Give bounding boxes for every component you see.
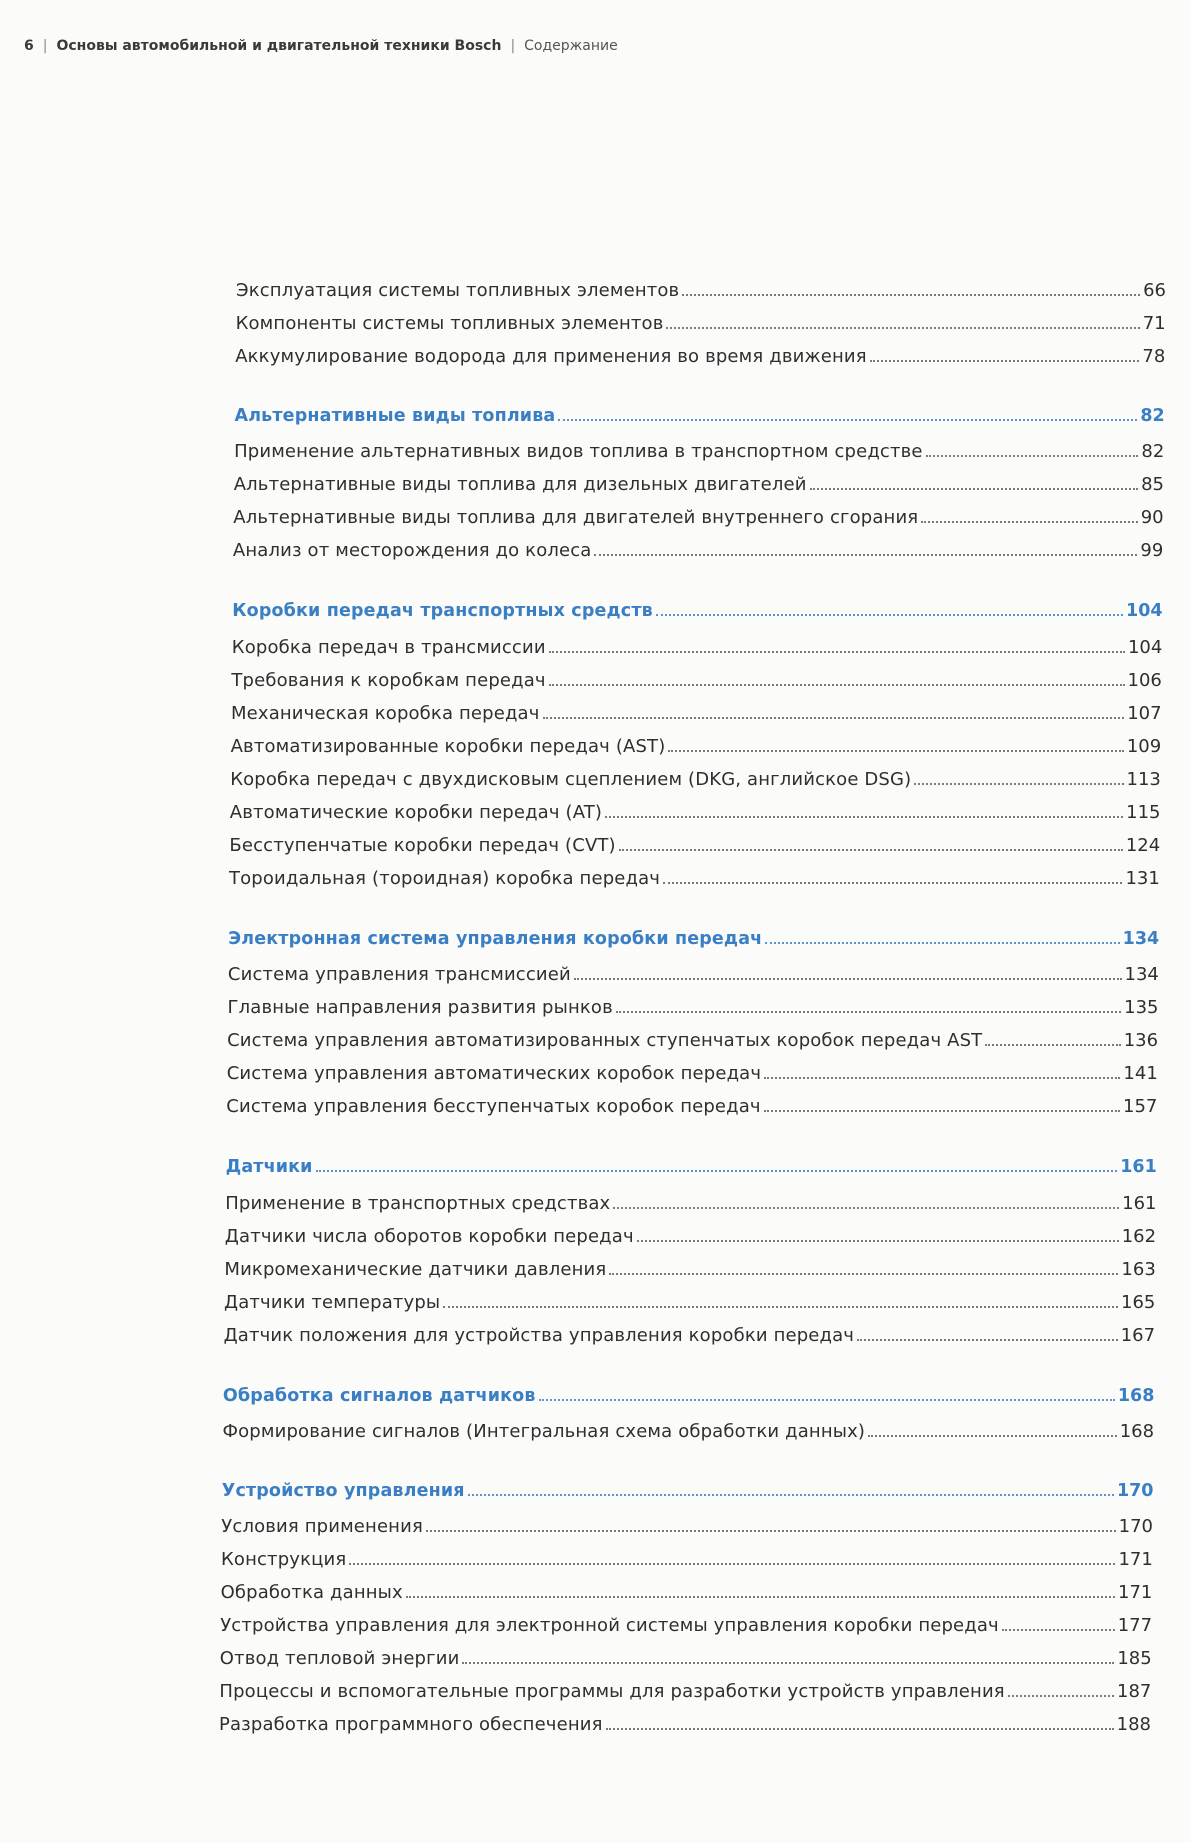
dot-leader — [613, 1207, 1119, 1209]
toc-entry-title: Применение альтернативных видов топлива в транспортном средстве — [234, 441, 923, 462]
toc-entry-title: Анализ от месторождения до колеса — [232, 540, 592, 561]
toc-entry — [225, 1192, 1156, 1216]
dot-leader — [605, 816, 1123, 818]
toc-entry-title: Обработка данных — [220, 1582, 403, 1603]
toc-entry — [231, 702, 1162, 726]
dot-leader — [663, 882, 1122, 884]
toc-entry — [230, 768, 1161, 792]
toc-page-number: 124 — [1125, 835, 1161, 856]
dot-leader — [921, 521, 1137, 523]
toc-entry — [236, 312, 1166, 336]
toc-page-number: 135 — [1124, 997, 1159, 1018]
dot-leader — [609, 1273, 1118, 1275]
toc-entry — [224, 1291, 1155, 1315]
dot-leader — [549, 684, 1125, 686]
dot-leader — [468, 1494, 1114, 1496]
toc-page-number: 99 — [1140, 540, 1164, 561]
toc-section-heading — [228, 927, 1159, 951]
toc-entry-title: Механическая коробка передач — [231, 703, 540, 724]
toc-page-number: 168 — [1119, 1421, 1155, 1442]
header-separator: | — [510, 38, 516, 54]
book-title: Основы автомобильной и двигательной техники Bosch — [56, 38, 502, 54]
page-number: 6 — [24, 38, 34, 54]
dot-leader — [666, 327, 1139, 329]
toc-entry — [229, 867, 1160, 891]
toc-entry — [219, 1713, 1151, 1737]
toc-entry — [219, 1680, 1151, 1704]
toc-page-number: 134 — [1122, 929, 1160, 949]
toc-page-number: 66 — [1143, 280, 1166, 301]
toc-entry — [224, 1258, 1155, 1282]
toc-page-number: 188 — [1116, 1714, 1151, 1735]
toc-entry-title: Микромеханические датчики давления — [224, 1259, 607, 1280]
toc-entry-title: Альтернативные виды топлива для дизельных двигателей — [233, 474, 807, 495]
toc-page-number: 171 — [1118, 1582, 1153, 1603]
toc-entry — [227, 1062, 1158, 1086]
dot-leader — [764, 1110, 1120, 1112]
toc-entry — [221, 1548, 1153, 1572]
toc-entry — [220, 1647, 1152, 1671]
toc-entry-title: Альтернативные виды топлива для двигателей внутреннего сгорания — [233, 507, 919, 528]
dot-leader — [656, 614, 1123, 616]
toc-entry-title: Обработка сигналов датчиков — [222, 1386, 536, 1406]
toc-entry-title: Устройство управления — [221, 1481, 465, 1501]
dot-leader — [868, 1435, 1117, 1437]
toc-page-number: 78 — [1142, 346, 1166, 367]
toc-entry-title: Коробки передач транспортных средств — [232, 601, 653, 621]
toc-entry — [224, 1324, 1156, 1348]
dot-leader — [857, 1339, 1118, 1341]
dot-leader — [765, 942, 1119, 944]
toc-page-number: 162 — [1121, 1226, 1157, 1247]
dot-leader — [549, 651, 1125, 653]
dot-leader — [349, 1563, 1115, 1565]
toc-entry-title: Конструкция — [221, 1549, 347, 1570]
toc-entry — [231, 735, 1162, 759]
toc-page-number: 113 — [1126, 769, 1161, 790]
toc-entry-title: Система управления бесступенчатых коробок передач — [226, 1096, 761, 1117]
toc-page-number: 85 — [1141, 474, 1164, 495]
toc-entry-title: Аккумулирование водорода для применения во время движения — [235, 346, 867, 367]
toc-page-number: 161 — [1122, 1193, 1157, 1214]
toc-page-number: 165 — [1121, 1292, 1156, 1313]
dot-leader — [558, 419, 1137, 421]
dot-leader — [985, 1044, 1120, 1046]
toc-page-number: 170 — [1118, 1516, 1153, 1537]
toc-entry-title: Датчик положения для устройства управления коробки передач — [223, 1325, 855, 1346]
toc-entry-title: Процессы и вспомогательные программы для разработки устройств управления — [219, 1681, 1005, 1702]
toc-page-number: 170 — [1116, 1481, 1154, 1501]
toc-entry-title: Разработка программного обеспечения — [219, 1714, 603, 1735]
toc-page-number: 136 — [1123, 1030, 1159, 1051]
toc-page-number: 82 — [1140, 406, 1165, 426]
toc-entry-title: Система управления автоматизированных ступенчатых коробок передач AST — [227, 1030, 983, 1051]
toc-page-number: 115 — [1126, 802, 1161, 823]
dot-leader — [810, 488, 1138, 490]
toc-entry — [228, 996, 1159, 1020]
toc-entry-title: Бесступенчатые коробки передач (CVT) — [229, 835, 616, 856]
toc-entry-title: Компоненты системы топливных элементов — [235, 313, 664, 334]
toc-entry-title: Применение в транспортных средствах — [225, 1193, 611, 1214]
toc-entry-title: Система управления трансмиссией — [227, 964, 571, 985]
dot-leader — [668, 750, 1123, 752]
dot-leader — [606, 1728, 1114, 1730]
toc-section-heading — [222, 1479, 1154, 1503]
toc-entry-title: Автоматизированные коробки передач (AST) — [230, 736, 666, 757]
toc-entry — [234, 440, 1164, 464]
toc-page-number: 104 — [1127, 637, 1163, 658]
dot-leader — [926, 455, 1139, 457]
toc-entry — [225, 1225, 1156, 1249]
toc-entry — [229, 834, 1160, 858]
toc-entry — [228, 963, 1159, 987]
toc-page-number: 106 — [1127, 670, 1162, 691]
toc-page-number: 171 — [1118, 1549, 1153, 1570]
toc-page-number: 104 — [1126, 601, 1163, 621]
toc-page-number: 185 — [1117, 1648, 1152, 1669]
toc-entry-title: Главные направления развития рынков — [227, 997, 613, 1018]
dot-leader — [1008, 1695, 1114, 1697]
dot-leader — [619, 849, 1123, 851]
header-separator: | — [42, 38, 48, 54]
dot-leader — [594, 554, 1137, 556]
dot-leader — [764, 1077, 1120, 1079]
toc-entry-title: Датчики — [225, 1157, 313, 1177]
dot-leader — [616, 1011, 1121, 1013]
dot-leader — [543, 717, 1125, 719]
toc-page-number: 131 — [1125, 868, 1160, 889]
toc-entry — [236, 279, 1166, 303]
toc-entry-title: Коробка передач в трансмиссии — [231, 637, 546, 658]
dot-leader — [539, 1399, 1115, 1401]
dot-leader — [406, 1596, 1115, 1598]
toc-page-number: 163 — [1121, 1259, 1156, 1280]
toc-entry — [235, 345, 1165, 369]
toc-entry — [223, 1420, 1155, 1444]
chapter-title: Содержание — [524, 38, 618, 54]
toc-entry — [231, 669, 1162, 693]
toc-entry-title: Автоматические коробки передач (AT) — [229, 802, 603, 823]
toc-section-heading — [223, 1384, 1155, 1408]
dot-leader — [462, 1662, 1114, 1664]
toc-page-number: 107 — [1127, 703, 1162, 724]
dot-leader — [574, 978, 1122, 980]
toc-entry-title: Тороидальная (тороидная) коробка передач — [229, 868, 661, 889]
dot-leader — [1002, 1629, 1115, 1631]
toc-section-heading — [235, 404, 1165, 428]
toc-page-number: 187 — [1117, 1681, 1152, 1702]
dot-leader — [443, 1306, 1118, 1308]
toc-page-number: 168 — [1117, 1386, 1155, 1406]
toc-entry — [226, 1095, 1157, 1119]
toc-entry — [221, 1581, 1153, 1605]
toc-page-number: 167 — [1120, 1325, 1156, 1346]
dot-leader — [637, 1240, 1119, 1242]
toc-page-number: 82 — [1141, 441, 1165, 462]
toc-entry-title: Формирование сигналов (Интегральная схема обработки данных) — [222, 1421, 866, 1442]
toc-page-number: 177 — [1117, 1615, 1153, 1636]
toc-entry-title: Датчики числа оборотов коробки передач — [224, 1226, 634, 1247]
dot-leader — [316, 1170, 1118, 1172]
toc-section-heading — [226, 1155, 1157, 1179]
dot-leader — [870, 360, 1140, 362]
toc-entry-title: Система управления автоматических коробок передач — [226, 1063, 762, 1084]
toc-entry-title: Альтернативные виды топлива — [234, 406, 556, 426]
toc-entry — [230, 801, 1161, 825]
toc-entry — [221, 1515, 1153, 1539]
toc-page-number: 134 — [1124, 964, 1159, 985]
toc-entry — [220, 1614, 1152, 1638]
dot-leader — [426, 1530, 1116, 1532]
toc-entry-title: Отвод тепловой энергии — [219, 1648, 460, 1669]
toc-entry-title: Условия применения — [221, 1516, 423, 1537]
toc-entry — [232, 636, 1163, 660]
toc-page-number: 109 — [1126, 736, 1162, 757]
toc-entry — [233, 506, 1163, 530]
toc-entry-title: Датчики температуры — [224, 1292, 441, 1313]
toc-entry-title: Коробка передач с двухдисковым сцеплением (DKG, английское DSG) — [230, 769, 912, 790]
toc-entry-title: Эксплуатация системы топливных элементов — [236, 280, 680, 301]
toc-entry — [227, 1029, 1158, 1053]
dot-leader — [682, 294, 1140, 296]
toc-entry-title: Устройства управления для электронной системы управления коробки передач — [220, 1615, 999, 1636]
toc-entry-title: Требования к коробкам передач — [231, 670, 546, 691]
toc-entry — [234, 473, 1164, 497]
toc-page-number: 71 — [1142, 313, 1166, 334]
toc-section-heading — [232, 599, 1162, 623]
toc-entry — [233, 539, 1163, 563]
toc-entry-title: Электронная система управления коробки передач — [228, 929, 763, 949]
dot-leader — [914, 783, 1123, 785]
toc-page-number: 157 — [1123, 1096, 1158, 1117]
toc-page-number: 90 — [1140, 507, 1164, 528]
toc-page-number: 141 — [1123, 1063, 1158, 1084]
toc-page-number: 161 — [1120, 1157, 1157, 1177]
